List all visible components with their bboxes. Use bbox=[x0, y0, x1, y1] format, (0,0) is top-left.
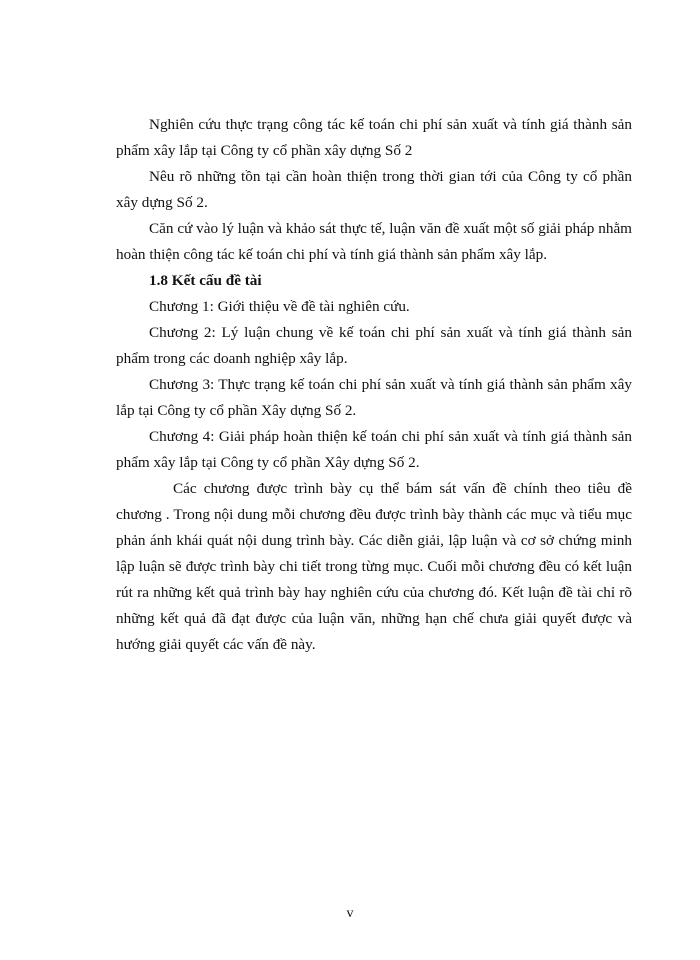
page-number: v bbox=[346, 906, 354, 921]
chapter-3-description: Chương 3: Thực trạng kế toán chi phí sản xuất và tính giá thành sản phẩm xây lắp tại Công ty cổ phần Xây dựng Số 2. bbox=[116, 376, 632, 419]
chapter-1-description: Chương 1: Giới thiệu về đề tài nghiên cứu. bbox=[149, 298, 410, 315]
structure-summary-paragraph: Các chương được trình bày cụ thể bám sát vấn đề chính theo tiêu đề chương . Trong nội dung mỗi chương đều được trình bày thành các mục và tiểu mục phản ánh khái quát nội dung trình bày. Các diễn giải, lập luận và cơ sở chứng minh lập luận sẽ được trình bày chi tiết trong từng mục. Cuối mỗi chương đều có kết luận rút ra những kết quả trình bày hay nghiên cứu của chương đó. Kết luận đề tài chỉ rõ những kết quả đã đạt được của luận văn, những hạn chế chưa giải quyết được và hướng giải quyết các vấn đề này. bbox=[116, 480, 632, 653]
paragraph-identify-shortcomings: Nêu rõ những tồn tại cần hoàn thiện trong thời gian tới của Công ty cổ phần xây dựng Số 2. bbox=[116, 168, 632, 211]
paragraph-research-current-state: Nghiên cứu thực trạng công tác kế toán chi phí sản xuất và tính giá thành sản phẩm xây lắp tại Công ty cổ phần xây dựng Số 2 bbox=[116, 116, 632, 159]
chapter-4-description: Chương 4: Giải pháp hoàn thiện kế toán chi phí sản xuất và tính giá thành sản phẩm xây lắp tại Công ty cổ phần Xây dựng Số 2. bbox=[116, 428, 632, 471]
chapter-2-description: Chương 2: Lý luận chung về kế toán chi phí sản xuất và tính giá thành sản phẩm trong các doanh nghiệp xây lắp. bbox=[116, 324, 632, 367]
paragraph-propose-solutions: Căn cứ vào lý luận và khảo sát thực tế, luận văn đề xuất một số giải pháp nhằm hoàn thiện công tác kế toán chi phí và tính giá thành sản phẩm xây lắp. bbox=[116, 220, 632, 263]
section-heading: 1.8 Kết cấu đề tài bbox=[149, 272, 262, 289]
page-content bbox=[116, 112, 632, 658]
